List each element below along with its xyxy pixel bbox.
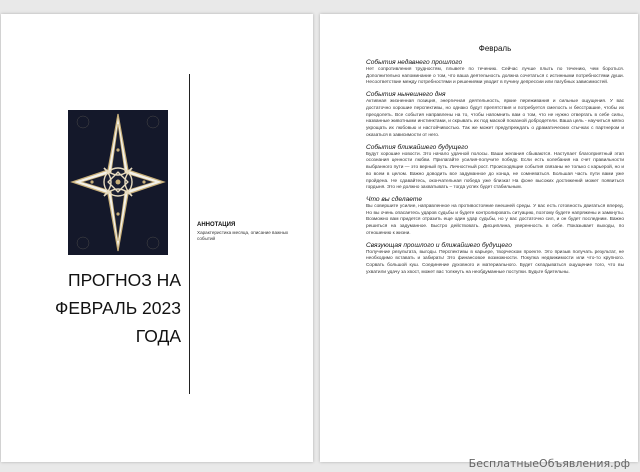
- section: [366, 144, 624, 192]
- section-title: Что вы сделаете: [366, 196, 423, 204]
- section-title: События ближайшего будущего: [366, 143, 468, 151]
- vertical-divider: [189, 74, 190, 394]
- section-body: Получение результата, выгоды. Перспективы в карьере, творческом проекте. Это призыв получать результат, не необходимо вставать и забирать! Это финансовое возможности. Покупка недвижимости или что-то крупного. Сорвать большой куш. Соединение духовного и материального. Будет складываться ощущение того, что вы ухватили удачу за хвост, может вас толкнуть на необдуманные поступки. Будьте бдительны.: [366, 249, 624, 275]
- document-body: [366, 44, 624, 281]
- cover-title-line: ПРОГНОЗ НА: [68, 270, 181, 290]
- cover-page: [1, 14, 313, 462]
- section-body: Нет сопротивления трудностям, плывете по течению. Сейчас лучше плыть по течению, чем бороться. Дополнительно напоминание о том, что ваша деятельность должна сочетаться с истинными потребностями души. Несоответствие между потребностями и решениями уводит в пучину депрессии или пагубных зависимостей.: [366, 67, 624, 86]
- annotation-block: [197, 222, 297, 242]
- section-body: Активная жизненная позиция, энергичная деятельность, яркие переживания и сильные ощущения. У вас достаточно хорошие перспективы, но однако будут препятствия и потребуется смелость и бесстрашие, чтобы их преодолеть. Все события направлены на то, чтобы напомнить вам о том, что не нужно отвергать в себе силы, названные животными инстинктами, и скрывать их под маской показной добродетели. Ваша цель - научиться мягко укрощать их любовью и настойчивостью. Так же может предупреждать о драматических стычках с партнером и оказаться в зависимости от него.: [366, 99, 624, 138]
- section-body: Будут хорошие новости. Это начало удачной полосы. Ваши желания сбываются. Наступает благоприятный этап осознания ценности любви. Прилагайте усилия-получите победу. Если есть колебания на счет правильности выбранного пути — это верный путь. Личностный рост. Происходящие события связаны не только с карьерой, но и во всем в целом. Важно доводить все задуманное до конца, не сомневаться. Большая часть пути вами уже пройдена. Не сдавайтесь, окончательная победа уже близка! На фоне высоких достижений может появиться гордыня. Это не должно захватывать – тогда успех будет стабильным.: [366, 151, 624, 191]
- annotation-title: АННОТАЦИЯ: [197, 222, 236, 228]
- cover-title-line: ФЕВРАЛЬ 2023: [55, 298, 181, 318]
- content-page: [320, 14, 638, 462]
- section: [366, 59, 624, 87]
- page-title: Февраль: [478, 44, 512, 53]
- annotation-body: Характеристика месяца, описание важных событий: [197, 230, 289, 242]
- section-body: Вы совершите усилие, направленное на противостояние внешней среды. У вас есть готовность двигаться вперед. Но вы очень опасаетесь ударов судьбы и будете контролировать ситуацию, поэтому будете напряжены и замкнуты. Возможно вам придется отразить еще один удар судьбы, но у вас достаточно сил, и он будет последним. Важно решиться на задуманное. Быстро действовать. Дисциплина, уверенность в себе. Показывает выходы, по отношению к жизни.: [366, 204, 624, 236]
- section: [366, 196, 624, 238]
- section-title: События нынешнего дня: [366, 91, 446, 99]
- section-title: Связующая прошлого и ближайшего будущего: [366, 241, 512, 249]
- section-title: События недавнего прошлого: [366, 59, 463, 66]
- cover-title: [21, 266, 181, 350]
- cover-star-image: [68, 110, 168, 255]
- section: [366, 242, 624, 277]
- section: [366, 91, 624, 139]
- site-watermark: БесплатныеОбъявления.рф: [468, 457, 630, 470]
- cover-title-line: ГОДА: [135, 326, 181, 346]
